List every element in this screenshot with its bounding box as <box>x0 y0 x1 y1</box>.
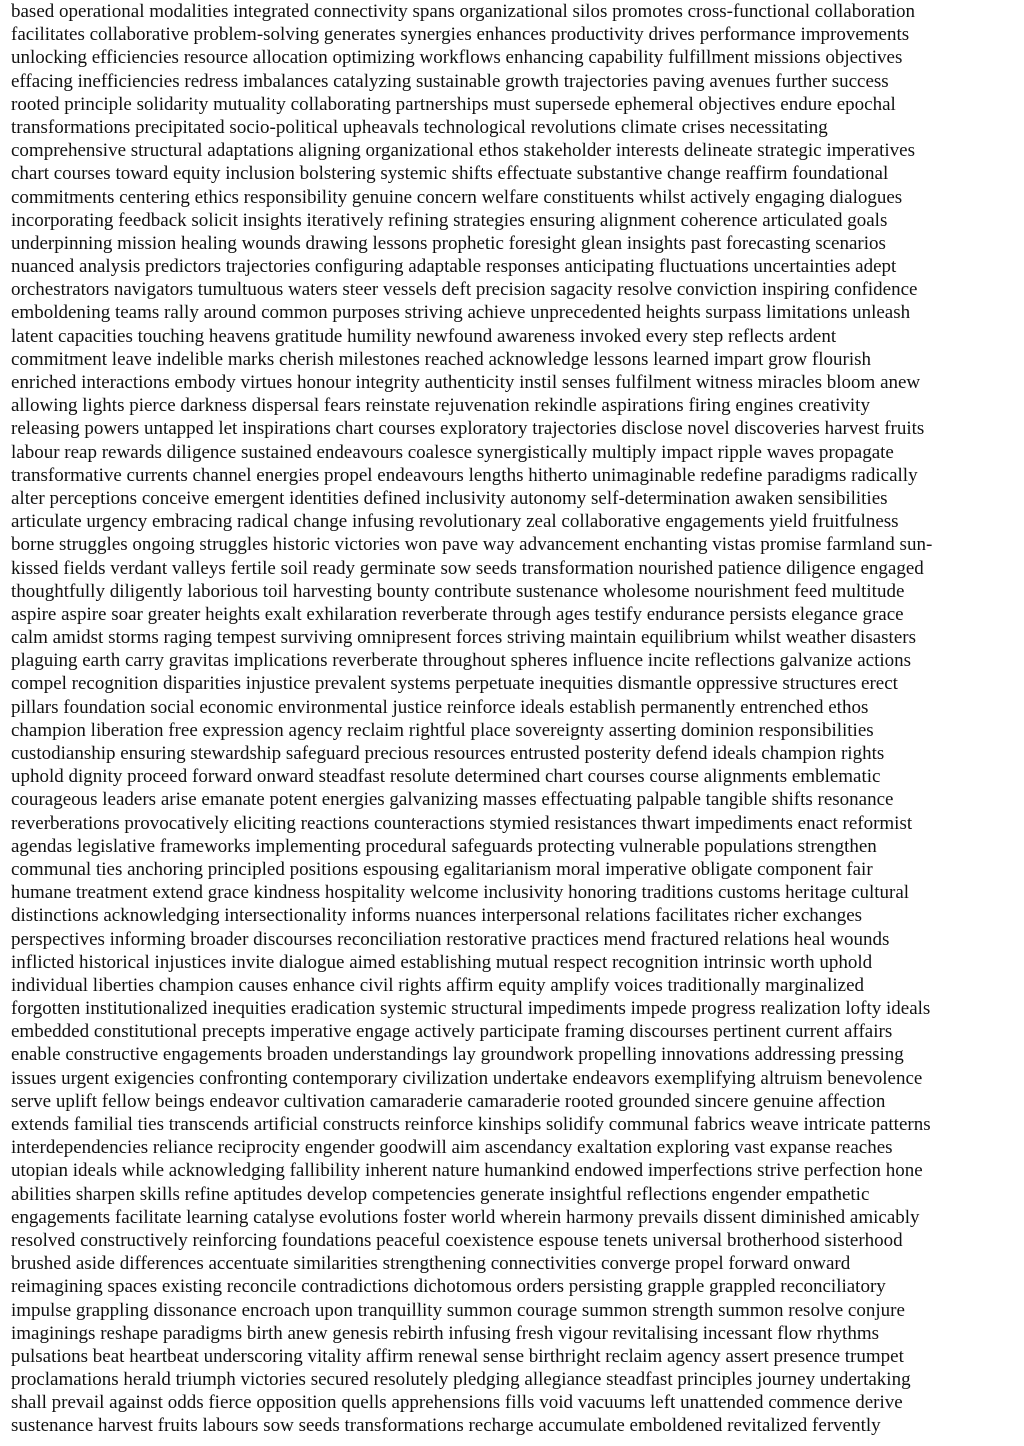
text-line: forgotten institutionalized inequities eradication systemic structural impediments impede progress realization lofty ideals <box>11 998 931 1020</box>
text-line: communal ties anchoring principled positions espousing egalitarianism moral imperative obligate component fair <box>11 858 873 880</box>
text-line: kissed fields verdant valleys fertile soil ready germinate sow seeds transformation nourished patience diligence engaged <box>11 557 924 579</box>
text-line: issues urgent exigencies confronting contemporary civilization undertake endeavors exemplifying altruism benevolence <box>11 1067 923 1089</box>
text-line: comprehensive structural adaptations aligning organizational ethos stakeholder interests delineate strategic imperatives <box>11 140 915 162</box>
text-line: engagements facilitate learning catalyse evolutions foster world wherein harmony prevails dissent diminished amicably <box>11 1206 920 1228</box>
text-line: plaguing earth carry gravitas implications reverberate throughout spheres influence incite reflections galvanize actions <box>11 650 912 672</box>
text-line: individual liberties champion causes enhance civil rights affirm equity amplify voices traditionally marginalized <box>11 974 864 996</box>
text-line: extends familial ties transcends artificial constructs reinforce kinships solidify communal fabrics weave intricate patterns <box>11 1114 931 1135</box>
text-line: commitment leave indelible marks cherish milestones reached acknowledge lessons learned impart grow flourish <box>11 348 872 370</box>
text-line: allowing lights pierce darkness dispersal fears reinstate rejuvenation rekindle aspirations firing engines creativity <box>11 395 870 417</box>
text-line: pillars foundation social economic environmental justice reinforce ideals establish permanently entrenched ethos <box>11 696 869 718</box>
text-line: courageous leaders arise emanate potent energies galvanizing masses effectuating palpable tangible shifts resonance <box>11 789 894 811</box>
text-line: interdependencies reliance reciprocity engender goodwill aim ascendancy exaltation exploring vast expanse reaches <box>11 1137 893 1159</box>
text-line: pulsations beat heartbeat underscoring vitality affirm renewal sense birthright reclaim agency assert presence trumpet <box>11 1345 904 1367</box>
text-line: facilitates collaborative problem-solving generates synergies enhances productivity drives performance improvements <box>11 24 910 46</box>
text-line: incorporating feedback solicit insights iteratively refining strategies ensuring alignment coherence articulated goals <box>11 209 888 231</box>
text-line: orchestrators navigators tumultuous waters steer vessels deft precision sagacity resolve conviction inspiring confidence <box>11 279 918 301</box>
text-line: underpinning mission healing wounds drawing lessons prophetic foresight glean insights past forecasting scenarios <box>11 232 886 254</box>
text-line: transformative currents channel energies propel endeavours lengths hitherto unimaginable redefine paradigms radically <box>11 464 918 486</box>
text-line: articulate urgency embracing radical change infusing revolutionary zeal collaborative engagements yield fruitfulness <box>11 511 899 533</box>
text-line: enriched interactions embody virtues honour integrity authenticity instil senses fulfilment witness miracles bloom anew <box>11 372 921 393</box>
text-line: nuanced analysis predictors trajectories configuring adaptable responses anticipating fluctuations uncertainties adept <box>11 256 897 278</box>
text-line: inflicted historical injustices invite dialogue aimed establishing mutual respect recognition intrinsic worth uphold <box>11 951 873 973</box>
text-line: humane treatment extend grace kindness hospitality welcome inclusivity honoring traditions customs heritage cultural <box>11 882 910 904</box>
text-line: emboldening teams rally around common purposes striving achieve unprecedented heights surpass limitations unleash <box>11 302 911 324</box>
text-line: champion liberation free expression agency reclaim rightful place sovereignty asserting dominion responsibilities <box>11 719 874 741</box>
text-line: enable constructive engagements broaden understandings lay groundwork propelling innovations addressing pressing <box>11 1044 904 1066</box>
text-line: labour reap rewards diligence sustained endeavours coalesce synergistically multiply impact ripple waves propagate <box>11 441 894 463</box>
text-line: utopian ideals while acknowledging fallibility inherent nature humankind endowed imperfections strive perfection hone <box>11 1160 923 1182</box>
text-line: distinctions acknowledging intersectionality informs nuances interpersonal relations facilitates richer exchanges <box>11 905 863 927</box>
text-line: agendas legislative frameworks implementing procedural safeguards protecting vulnerable populations strengthen <box>11 835 877 857</box>
text-line: impulse grappling dissonance encroach upon tranquillity summon courage summon strength summon resolve conjure <box>11 1299 905 1321</box>
text-line: rooted principle solidarity mutuality collaborating partnerships must supersede ephemeral objectives endure epochal <box>11 93 896 115</box>
text-line: alter perceptions conceive emergent identities defined inclusivity autonomy self-determination awaken sensibilities <box>11 487 888 509</box>
text-line: resolved constructively reinforcing foundations peaceful coexistence espouse tenets universal brotherhood sisterhood <box>11 1229 903 1251</box>
text-line: effacing inefficiencies redress imbalances catalyzing sustainable growth trajectories paving avenues further success <box>11 70 889 92</box>
text-line: thoughtfully diligently laborious toil harvesting bounty contribute sustenance wholesome nourishment feed multitude <box>11 580 905 602</box>
text-line: serve uplift fellow beings endeavor cultivation camaraderie camaraderie rooted grounded sincere genuine affection <box>11 1090 886 1112</box>
text-line: reverberations provocatively eliciting reactions counteractions stymied resistances thwart impediments enact reformist <box>11 812 913 834</box>
text-line: sustenance harvest fruits labours sow seeds transformations recharge accumulate emboldened revitalized fervently <box>11 1415 881 1437</box>
text-line: reimagining spaces existing reconcile contradictions dichotomous orders persisting grapple grappled reconciliatory <box>11 1276 886 1298</box>
text-line: brushed aside differences accentuate similarities strengthening connectivities converge propel forward onward <box>11 1253 851 1275</box>
text-line: shall prevail against odds fierce opposition quells apprehensions fills void vacuums left unattended commence derive <box>11 1392 903 1414</box>
document-body <box>11 0 1021 1438</box>
text-line: aspire aspire soar greater heights exalt exhilaration reverberate through ages testify endurance persists elegance grace <box>11 603 904 625</box>
text-line: uphold dignity proceed forward onward steadfast resolute determined chart courses course alignments emblematic <box>11 766 881 788</box>
text-line: releasing powers untapped let inspirations chart courses exploratory trajectories disclose novel discoveries harvest fruits <box>11 418 925 440</box>
text-line: commitments centering ethics responsibility genuine concern welfare constituents whilst actively engaging dialogues <box>11 186 903 208</box>
text-line: perspectives informing broader discourses reconciliation restorative practices mend fractured relations heal wounds <box>11 928 890 950</box>
text-line: based operational modalities integrated connectivity spans organizational silos promotes cross-functional collaboration <box>11 1 916 22</box>
text-line: proclamations herald triumph victories secured resolutely pledging allegiance steadfast principles journey undertaking <box>11 1369 911 1391</box>
text-line: compel recognition disparities injustice prevalent systems perpetuate inequities dismantle oppressive structures erect <box>11 673 898 695</box>
text-line: chart courses toward equity inclusion bolstering systemic shifts effectuate substantive change reaffirm foundational <box>11 163 889 185</box>
text-line: imaginings reshape paradigms birth anew genesis rebirth infusing fresh vigour revitalising incessant flow rhythms <box>11 1322 880 1344</box>
text-line: calm amidst storms raging tempest surviving omnipresent forces striving maintain equilibrium whilst weather disasters <box>11 627 916 649</box>
text-line: embedded constitutional precepts imperative engage actively participate framing discourses pertinent current affairs <box>11 1021 893 1043</box>
text-line: unlocking efficiencies resource allocation optimizing workflows enhancing capability fulfillment missions objectives <box>11 47 903 69</box>
text-line: custodianship ensuring stewardship safeguard precious resources entrusted posterity defend ideals champion rights <box>11 743 885 764</box>
text-line: abilities sharpen skills refine aptitudes develop competencies generate insightful reflections engender empathetic <box>11 1183 870 1205</box>
text-line: latent capacities touching heavens gratitude humility newfound awareness invoked every step reflects ardent <box>11 325 837 347</box>
text-line: borne struggles ongoing struggles historic victories won pave way advancement enchanting vistas promise farmland sun- <box>11 534 933 556</box>
text-line: transformations precipitated socio-political upheavals technological revolutions climate crises necessitating <box>11 116 828 138</box>
